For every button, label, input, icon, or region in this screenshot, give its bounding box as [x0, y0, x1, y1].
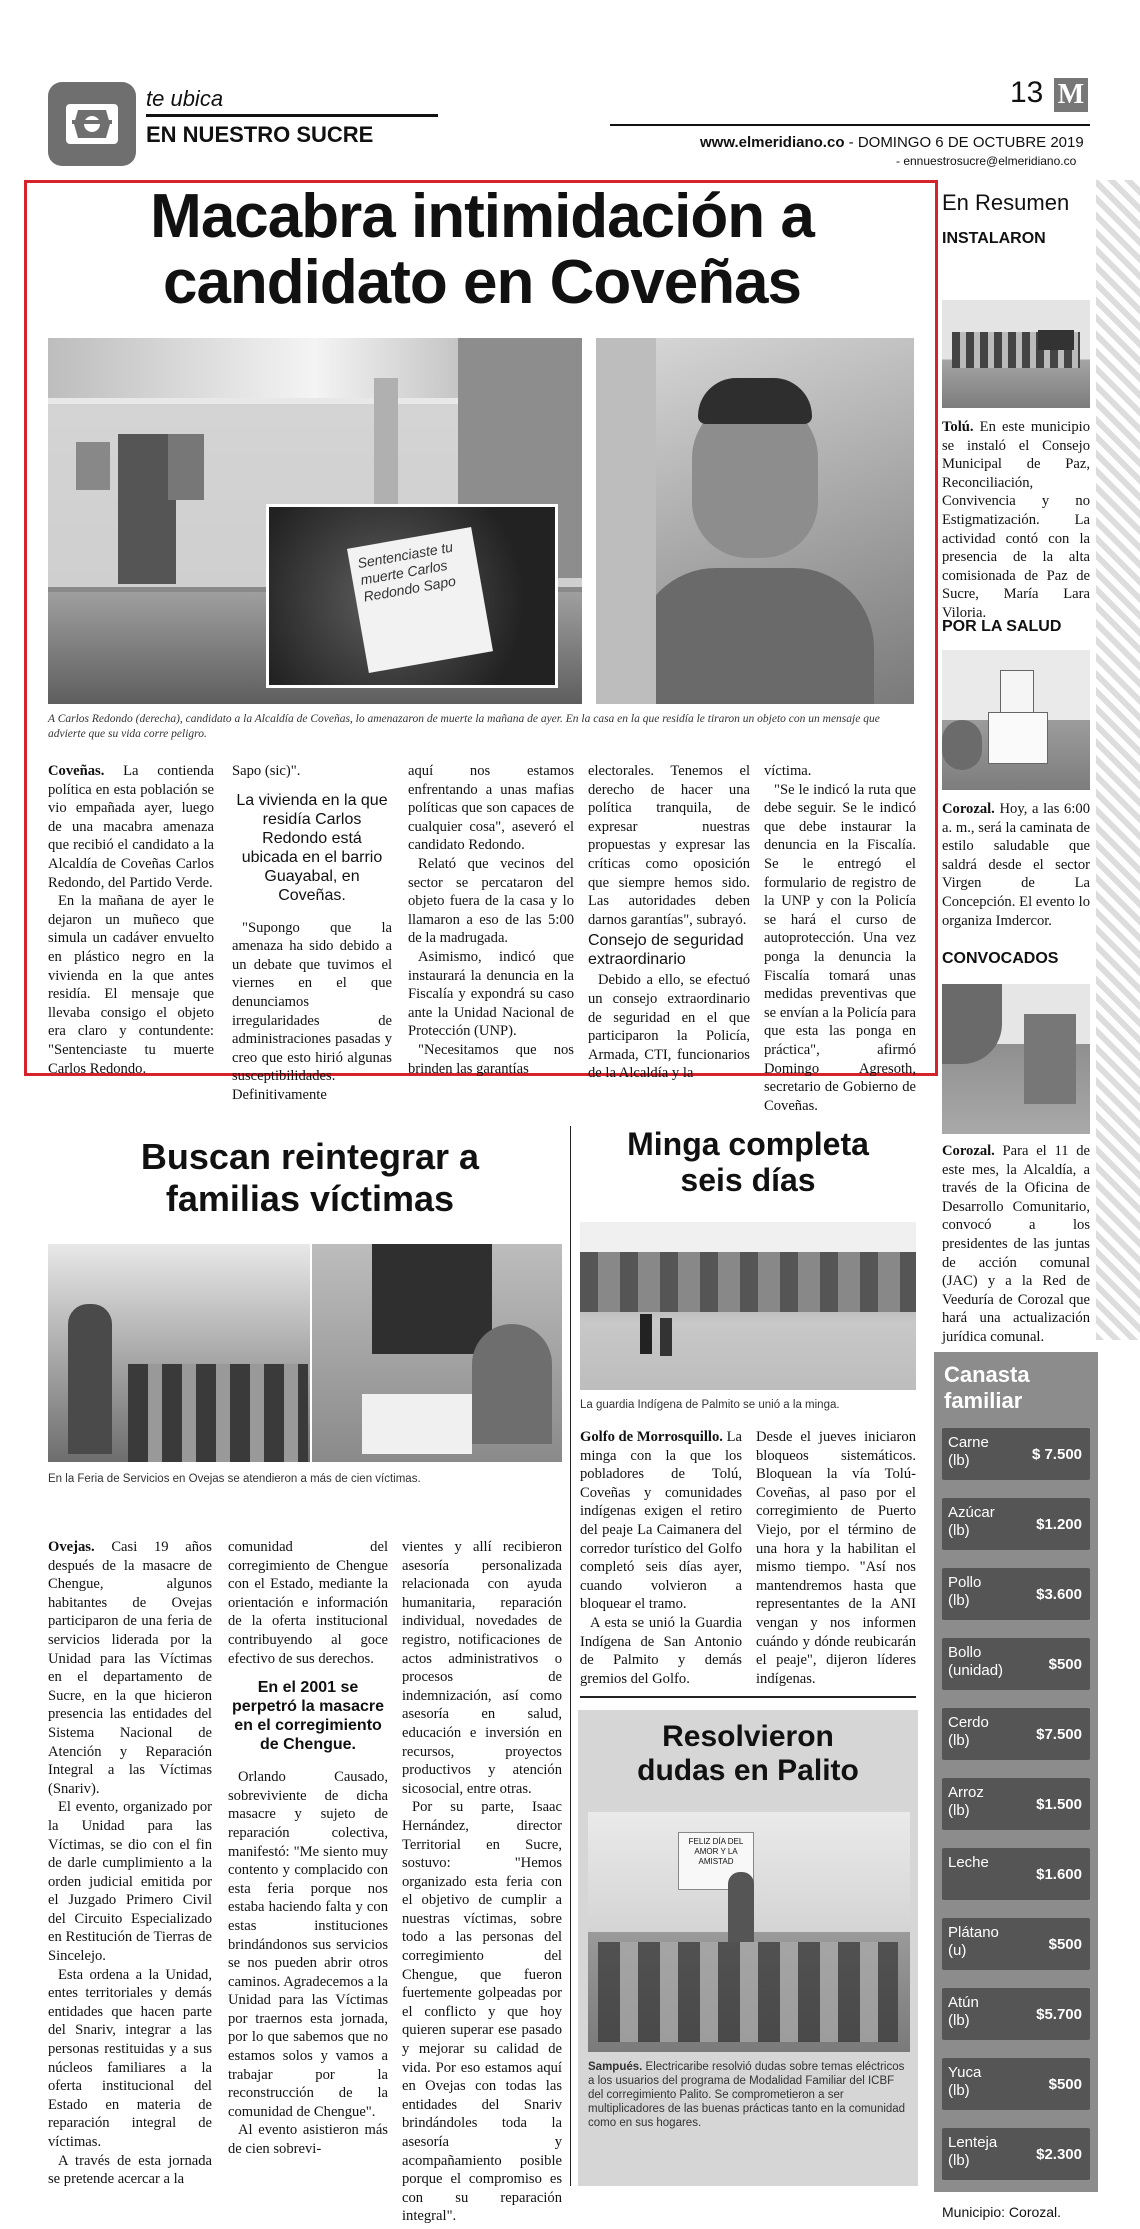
- header-rule: [146, 114, 438, 117]
- canasta-item-price: $1.500: [1036, 1796, 1082, 1813]
- article1-headline: Macabra intimidación a candidato en Coveñas: [150, 182, 814, 317]
- canasta-item-price: $1.200: [1036, 1516, 1082, 1533]
- canasta-item-name: Bollo: [948, 1644, 982, 1661]
- article2-photo-left: [48, 1244, 310, 1462]
- canasta-item: [942, 1778, 1090, 1830]
- canasta-item-price: $500: [1048, 2076, 1082, 2093]
- canasta-item-name: Pollo: [948, 1574, 982, 1591]
- candidate-portrait-photo: [596, 338, 914, 704]
- canasta-item-price: $1.600: [1036, 1866, 1082, 1883]
- section-kicker: te ubica: [146, 86, 224, 111]
- article1-subhead: Consejo de seguridad extraordinario: [588, 932, 744, 969]
- canasta-item: [942, 1918, 1090, 1970]
- date-line: [700, 134, 1084, 151]
- sidebar-photo-2: [942, 650, 1090, 790]
- threat-sign: Sentenciaste tu muerte Carlos Redondo Sapo: [347, 527, 493, 673]
- article3-caption: La guardia Indígena de Palmito se unió a la minga.: [580, 1399, 840, 1411]
- article1-col4: electorales. Tenemos el derecho de hacer una política tranquila, de expresar nuestras propuestas y expresar las críticas como oposición que siempre hemos sido. Las autoridades deben darnos garantías", subrayó. Consejo de seguridad extraordinario Debido a ello, se efectuó un consejo extraordinario de seguridad en el que participaron la Policía, Armada, CTI, funcionarios de la Alcaldía y la: [588, 763, 750, 1082]
- canasta-item-unit: (lb): [948, 2012, 970, 2029]
- article2-col3: vientes y allí recibieron asesoría personalizada relacionada con ayuda humanitaria, reparación individual, novedades de registro, notificaciones de actos administrativos o procesos de indemnización, así como asesoría en salud, educación e inversión en recursos, proyectos productivos y atención sicosocial, entre otras. Por su parte, Isaac Hernández, director Territorial en Sucre, sostuvo: "Hemos organizado esta feria con el objetivo de cumplir a nuestras víctimas, sobre todo a las personas del corregimiento del Chengue, que fueron fuertemente golpeadas por el conflicto y que hoy quieren superar ese pasado y mejorar su calidad de vida. Por eso estamos aquí en Ovejas con todas las entidades del Snariv brindándoles toda la asesoría y acompañamiento posible porque el compromiso es con su reparación integral".: [402, 1539, 562, 2225]
- canasta-item: [942, 1498, 1090, 1550]
- article4-photo: [588, 1812, 910, 2052]
- section-logo: [48, 82, 136, 166]
- page-number: 13: [1010, 76, 1044, 109]
- canasta-item-name: Azúcar: [948, 1504, 995, 1521]
- canasta-item-unit: (unidad): [948, 1662, 1004, 1679]
- canasta-item-unit: (lb): [948, 1452, 970, 1469]
- sidebar-head-3: CONVOCADOS: [942, 950, 1059, 967]
- article3-col1: Golfo de Morrosquillo. La minga con la que los pobladores de Tolú, Coveñas y comunidades indígenas exigen el retiro del peaje La Caimanera del corredor turístico del Golfo completó seis días ayer, cuando volvieron a bloquear el tramo. A esta se unió la Guardia Indígena de San Antonio de Palmito y demás gremios del Golfo.: [580, 1429, 742, 1687]
- canasta-item-unit: (lb): [948, 1522, 970, 1539]
- article1-caption: A Carlos Redondo (derecha), candidato a la Alcaldía de Coveñas, lo amenazaron de muerte la mañana de ayer. En la casa en la que residía le tiraron un objeto con un mensaje que advierte que su vida corre peligro.: [48, 713, 880, 740]
- canasta-item-name: Carne: [948, 1434, 989, 1451]
- canasta-item-unit: (lb): [948, 1802, 970, 1819]
- canasta-item-price: $2.300: [1036, 2146, 1082, 2163]
- article2-photo-right: [312, 1244, 562, 1462]
- canasta-item: [942, 2058, 1090, 2110]
- canasta-item-unit: (lb): [948, 2082, 970, 2099]
- section-title: EN NUESTRO SUCRE: [146, 122, 374, 147]
- sidebar-photo-3: [942, 984, 1090, 1134]
- article1-col1: Coveñas. La contienda política en esta población se vio empañada ayer, luego de una macabra amenaza que recibió el candidato a la Alcaldía de Coveñas Carlos Redondo, del Partido Verde. En la mañana de ayer le dejaron un muñeco que simula un cadáver envuelto en plástico negro en la vivienda en la que antes residía. El mensaje que llevaba consigo el objeto era claro y contundente: "Sentenciaste tu muerte Carlos Redondo.: [48, 763, 214, 1077]
- canasta-item: [942, 1988, 1090, 2040]
- brand-logo: M: [1054, 78, 1088, 112]
- article2-headline: Buscan reintegrar a familias víctimas: [140, 1136, 480, 1219]
- article1-col5: víctima. "Se le indicó la ruta que debe seguir. Se le indicó que debe instaurar la denuncia en la Fiscalía. Se le entregó el formulario de registro de la UNP y con la Policía se hará el curso de autoprotección. Una vez ponga la denuncia la Fiscalía tomará unas medidas preventivas que se envían a la Policía para que esta las ponga en práctica", afirmó Domingo Agresoth, secretario de Gobierno de Coveñas.: [764, 763, 916, 1114]
- canasta-item-name: Atún: [948, 1994, 979, 2011]
- article1-col3: aquí nos estamos enfrentando a unas mafias políticas que son capaces de cualquier cosa", aseveró el candidato Redondo. Relató que vecinos del sector se percataron del objeto fuera de la casa y lo llamaron a eso de las 5:00 de la madrugada. Asimismo, indicó que instaurará la denuncia en la Fiscalía y expondrá su caso ante la Unidad Nacional de Protección (UNP). "Necesitamos que nos brinden las garantías: [408, 763, 574, 1077]
- sidebar-photo-1: [942, 300, 1090, 408]
- canasta-item-unit: (lb): [948, 1732, 970, 1749]
- issue-date: - DOMINGO 6 DE OCTUBRE 2019: [844, 134, 1084, 151]
- map-icon: [48, 82, 136, 166]
- column-rule: [570, 1126, 571, 2186]
- article3-headline: Minga completa seis días: [627, 1126, 869, 1198]
- canasta-item: [942, 1708, 1090, 1760]
- threat-object-photo: [266, 504, 558, 688]
- canasta-title: Canasta familiar: [944, 1362, 1030, 1413]
- canasta-item-unit: (lb): [948, 2152, 970, 2169]
- canasta-item-name: Cerdo: [948, 1714, 989, 1731]
- canasta-item-unit: (u): [948, 1942, 967, 1959]
- canasta-item-price: $3.600: [1036, 1586, 1082, 1603]
- article2-col2: comunidad del corregimiento de Chengue con el Estado, mediante la orientación e información de la oferta institucional contribuyendo al goce efectivo de sus derechos. En el 2001 se perpetró la masacre en el corregimiento de Chengue. Orlando Causado, sobreviviente de dicha masacre y sujeto de reparación colectiva, manifestó: "Me siento muy contento y complacido con esta feria porque nos estaba haciendo falta y con estas instituciones brindándonos sus servicios se nos pueden abrir otros caminos. Agradecemos a la Unidad para las Víctimas por traernos esta jornada, por lo que sabemos que no estamos solos y vamos a trabajar por la reconstrucción de la comunidad de Chengue". Al evento asistieron más de cien sobrevi-: [228, 1539, 388, 2158]
- article2-caption: En la Feria de Servicios en Ovejas se atendieron a más de cien víctimas.: [48, 1473, 421, 1485]
- canasta-item: [942, 1638, 1090, 1690]
- canasta-item-price: $500: [1048, 1936, 1082, 1953]
- canasta-item: [942, 1428, 1090, 1480]
- article1-dateline: Coveñas.: [48, 763, 105, 779]
- canasta-item: [942, 1848, 1090, 1900]
- article4-rule: [580, 1696, 916, 1698]
- website[interactable]: www.elmeridiano.co: [700, 134, 845, 151]
- canasta-footer: Municipio: Corozal.: [942, 2204, 1062, 2220]
- sidebar-decor-strip: [1096, 180, 1140, 1340]
- article1-pull-quote: La vivienda en la que residía Carlos Redondo está ubicada en el barrio Guayabal, en Coveñas.: [236, 791, 388, 904]
- canasta-item: [942, 2128, 1090, 2180]
- canasta-item-price: $5.700: [1036, 2006, 1082, 2023]
- article2-col1: Ovejas. Casi 19 años después de la masacre de Chengue, algunos habitantes de Ovejas participaron de una feria de servicios liderada por la Unidad para las Víctimas en el departamento de Sucre, en la que hicieron presencia las entidades del Sistema Nacional de Atención y Reparación Integral a las Víctimas (Snariv). El evento, organizado por la Unidad para las Víctimas, se dio con el fin de darle cumplimiento a la orden judicial emitida por el Juzgado Primero Civil del Circuito Especializado en Restitución de Tierras de Sincelejo. Esta ordena a la Unidad, entes territoriales y demás entidades que hacen parte del Snariv, integrar a las personas restituidas y a sus núcleos familiares a la oferta institucional del Estado en materia de reparación integral de víctimas. A través de esta jornada se pretende acercar a la: [48, 1539, 212, 2188]
- canasta-item-name: Lenteja: [948, 2134, 998, 2151]
- sidebar-title: En Resumen: [942, 190, 1070, 215]
- article1-col2: Sapo (sic)". La vivienda en la que residía Carlos Redondo está ubicada en el barrio Guayabal, en Coveñas. "Supongo que la amenaza ha sido debido a un debate que tuvimos el viernes en el que denunciamos irregularidades de administraciones pasadas y creo que esto hirió algunas susceptibilidades. Definitivamente: [232, 763, 392, 1103]
- article4-board: FELIZ DÍA DEL AMOR Y LA AMISTAD: [678, 1832, 754, 1890]
- canasta-item-price: $7.500: [1036, 1726, 1082, 1743]
- article4-caption: Sampués. Electricaribe resolvió dudas sobre temas eléctricos a los usuarios del programa de Modalidad Familiar del ICBF del corregimiento Palito. Se comprometieron a ser multiplicadores de las buenas prácticas tanto en la comunidad como en sus hogares.: [588, 2061, 906, 2129]
- canasta-item-price: $500: [1048, 1656, 1082, 1673]
- sidebar-text-3: Corozal. Para el 11 de este mes, la Alcaldía, a través de la Oficina de Desarrollo Comunitario, convocó a los presidentes de las juntas de acción comunal (JAC) y a la Red de Veeduría de Corozal que hará una actualización jurídica comunal.: [942, 1143, 1090, 1345]
- canasta-item-name: Arroz: [948, 1784, 984, 1801]
- canasta-item-unit: (lb): [948, 1592, 970, 1609]
- canasta-item-name: Yuca: [948, 2064, 982, 2081]
- sidebar-head-1: INSTALARON: [942, 230, 1046, 247]
- article3-col2: Desde el jueves iniciaron bloqueos sistemáticos. Bloquean la vía Tolú-Coveñas, al paso por el corregimiento de Puerto Viejo, por el término de una hora y la habilitan el mismo tiempo. "Así nos mantendremos hasta que representantes de la ANI vengan y nos informen cuándo y dónde reubicarán el peaje", dijeron líderes indígenas.: [756, 1429, 916, 1687]
- sidebar-head-2: POR LA SALUD: [942, 618, 1062, 635]
- article3-photo: [580, 1222, 916, 1390]
- canasta-item-name: Plátano: [948, 1924, 999, 1941]
- article2-pull-quote: En el 2001 se perpetró la masacre en el corregimiento de Chengue.: [231, 1679, 385, 1754]
- canasta-item-price: $ 7.500: [1031, 1446, 1082, 1463]
- canasta-item-name: Leche: [948, 1854, 989, 1871]
- canasta-item: [942, 1568, 1090, 1620]
- header-top-rule: [610, 124, 1090, 126]
- sidebar-text-1: Tolú. En este municipio se instaló el Consejo Municipal de Paz, Reconciliación, Convivencia y no Estigmatización. La actividad contó con la presencia de la alta comisionada de Paz de Sucre, María Lara Viloria.: [942, 419, 1090, 621]
- article4-headline: Resolvieron dudas en Palito: [637, 1720, 859, 1787]
- contact-email[interactable]: - ennuestrosucre@elmeridiano.co: [896, 154, 1077, 168]
- sidebar-text-2: Corozal. Hoy, a las 6:00 a. m., será la caminata de estilo saludable que saldrá desde el sector Virgen de La Concepción. El evento lo organiza Imdercor.: [942, 801, 1090, 929]
